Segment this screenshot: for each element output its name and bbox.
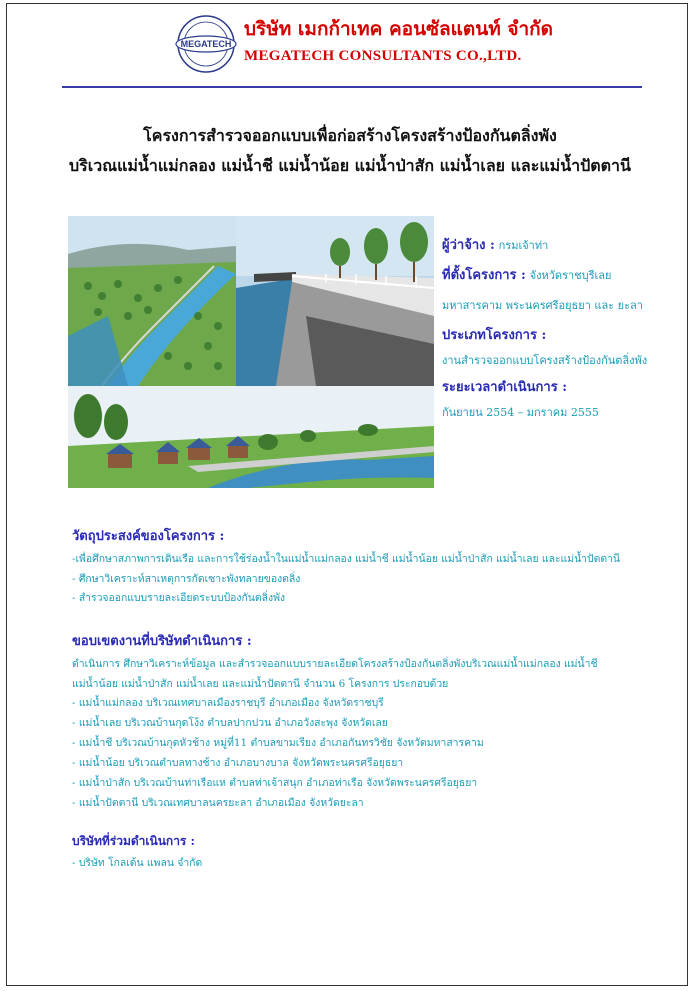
scope-item: - แม่น้ำปัตตานี บริเวณเทศบาลนครยะลา อำเภอเมือง จังหวัดยะลา [72, 797, 364, 809]
scope-item: - แม่น้ำป่าสัก บริเวณบ้านท่าเรือแห ตำบลท่าเจ้าสนุก อำเภอท่าเรือ จังหวัดพระนครศรีอยุธยา [72, 777, 478, 789]
period-label: ระยะเวลาดำเนินการ : [442, 380, 568, 395]
location-label: ที่ตั้งโครงการ : [442, 268, 526, 283]
village-river-render [68, 386, 434, 488]
client-row [442, 234, 548, 255]
project-title-line2: บริเวณแม่น้ำแม่กลอง แม่น้ำชี แม่น้ำน้อย แม่น้ำป่าสัก แม่น้ำเลย และแม่น้ำปัตตานี [69, 156, 631, 175]
scope-item: - แม่น้ำน้อย บริเวณตำบลทางช้าง อำเภอบางบาล จังหวัดพระนครศรีอยุธยา [72, 757, 404, 769]
location-row [442, 264, 611, 285]
location-value-1: จังหวัดราชบุรีเลย [529, 269, 612, 282]
scope-item: - แม่น้ำเลย บริเวณบ้านกุดโง้ง ตำบลปากปวน อำเภอวังสะพุง จังหวัดเลย [72, 717, 388, 729]
objective-item: -เพื่อศึกษาสภาพการเดินเรือ และการใช้ร่องน้ำในแม่น้ำแม่กลอง แม่น้ำชี แม่น้ำน้อย แม่น้ำป่าสัก แม่น้ำเลย และแม่น้ำปัตตานี [72, 553, 621, 565]
company-name-english: MEGATECH CONSULTANTS CO.,LTD. [244, 48, 522, 64]
objectives-heading: วัตถุประสงค์ของโครงการ : [72, 529, 225, 544]
period-value: กันยายน 2554 – มกราคม 2555 [442, 406, 599, 419]
client-value: กรมเจ้าท่า [498, 239, 549, 252]
project-title-line1: โครงการสำรวจออกแบบเพื่อก่อสร้างโครงสร้างป้องกันตลิ่งพัง [143, 126, 557, 145]
scope-intro-line1: ดำเนินการ ศึกษาวิเคราะห์ข้อมูล และสำรวจออกแบบรายละเอียดโครงสร้างป้องกันตลิ่งพังบริเวณแม่น้ำแม่กลอง แม่น้ำชี [72, 658, 598, 670]
scope-intro-line2: แม่น้ำน้อย แม่น้ำป่าสัก แม่น้ำเลย และแม่น้ำปัตตานี จำนวน 6 โครงการ ประกอบด้วย [72, 678, 449, 690]
scope-item: - แม่น้ำแม่กลอง บริเวณเทศบาลเมืองราชบุรี อำเภอเมือง จังหวัดราชบุรี [72, 697, 384, 709]
partner-item: - บริษัท โกลเด้น แพลน จำกัด [72, 857, 203, 869]
objective-item: - สำรวจออกแบบรายละเอียดระบบป้องกันตลิ่งพัง [72, 592, 286, 604]
project-type-value: งานสำรวจออกแบบโครงสร้างป้องกันตลิ่งพัง [442, 354, 648, 367]
logo-text: MEGATECH [180, 39, 232, 49]
partners-heading: บริษัทที่ร่วมดำเนินการ : [72, 834, 195, 848]
client-label: ผู้ว่าจ้าง : [442, 238, 495, 253]
project-type-label: ประเภทโครงการ : [442, 328, 547, 343]
company-name-thai: บริษัท เมกก้าเทค คอนซัลแตนท์ จำกัด [244, 18, 553, 40]
river-aerial-render [68, 216, 236, 386]
location-value-2: มหาสารคาม พระนครศรีอยุธยา และ ยะลา [442, 299, 643, 312]
scope-item: - แม่น้ำชี บริเวณบ้านกุดหัวช้าง หมู่ที่11 ตำบลขามเรียง อำเภอกันทรวิชัย จังหวัดมหาสารคาม [72, 737, 484, 749]
scope-heading: ขอบเขตงานที่บริษัทดำเนินการ : [72, 634, 252, 649]
riverside-walkway-render [236, 216, 434, 386]
header-divider [62, 86, 642, 88]
project-renderings [68, 216, 434, 488]
company-logo [174, 12, 238, 76]
objective-item: - ศึกษาวิเคราะห์สาเหตุการกัดเซาะพังทลายของตลิ่ง [72, 573, 301, 585]
